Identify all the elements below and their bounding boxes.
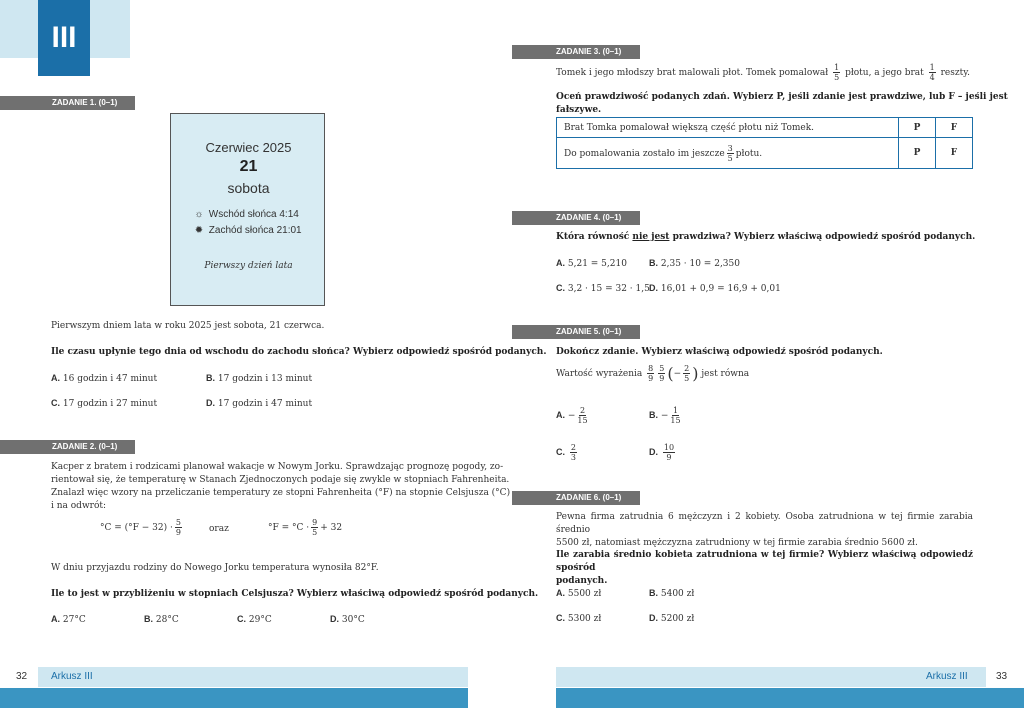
task1-label: ZADANIE 1. (0–1) (52, 98, 118, 107)
task3-text: Tomek i jego młodszy brat malowali płot. Tomek pomalował $\frac{1}{5}$ płotu, a jego brat $\frac{1}{4}$ reszty. (556, 63, 970, 82)
calendar-month: Czerwiec 2025 (205, 140, 292, 155)
section-numeral-box (38, 0, 90, 76)
sunrise-text: Wschód słońca 4:14 (208, 209, 299, 220)
task2-text: Kacper z bratem i rodzicami planował wakacje w Nowym Jorku. Sprawdzając prognozę pogody, zo- rientował się, że temperaturę w Stanach Zjednoczonych podaje się zwykle w stopniach Fahrenheita. Znalazł więc wzory na przeliczanie temperatury ze stopni Fahrenheita (°F) na stopnie Celsjusza (°C) i na odwrót: (51, 462, 511, 511)
task3-row2-p[interactable]: P (899, 138, 936, 169)
task3-row1-f[interactable]: F (936, 118, 973, 138)
page-number-right: 33 (996, 671, 1008, 682)
task4-label-bar (512, 211, 640, 225)
task1-option-b[interactable]: B. 17 godzin i 13 minut (206, 373, 313, 384)
task3-statement-1: Brat Tomka pomalował większą część płotu niż Tomek. (557, 118, 899, 138)
task3-row2-f[interactable]: F (936, 138, 973, 169)
task4-question: Która równość nie jest prawdziwa? Wybierz właściwą odpowiedź spośród podanych. (556, 232, 976, 242)
task1-question: Ile czasu upłynie tego dnia od wschodu do zachodu słońca? Wybierz odpowiedź spośród podanych. (51, 347, 547, 357)
task6-label-bar (512, 491, 640, 505)
task4-label: ZADANIE 4. (0–1) (556, 213, 622, 222)
formula-f-to-c: °C = (°F − 32) · $\frac{5}{9}$ (100, 518, 181, 537)
task2-option-c[interactable]: C. 29°C (237, 614, 272, 625)
task5-expression: Wartość wyrażenia $\frac{8}{9}$ $\frac{5}{9}$ (− $\frac{2}{5}$ ) jest równa (556, 364, 750, 383)
task5-option-b[interactable]: B. − $\frac{1}{15}$ (649, 406, 681, 425)
task2-question: Ile to jest w przybliżeniu w stopniach Celsjusza? Wybierz właściwą odpowiedź spośród podanych. (51, 589, 539, 599)
footer-bar-left (0, 688, 468, 708)
task6-label: ZADANIE 6. (0–1) (556, 493, 622, 502)
task6-option-b[interactable]: B. 5400 zł (649, 588, 695, 599)
task3-label: ZADANIE 3. (0–1) (556, 47, 622, 56)
sunset-icon: ✹ (194, 225, 204, 236)
formula-oraz: oraz (209, 524, 229, 534)
page-number-left: 32 (16, 671, 28, 682)
task4-option-a[interactable]: A. 5,21 = 5,210 (556, 258, 627, 269)
task1-text: Pierwszym dniem lata w roku 2025 jest sobota, 21 czerwca. (51, 321, 325, 331)
task4-option-d[interactable]: D. 16,01 + 0,9 = 16,9 + 0,01 (649, 283, 781, 294)
task2-text2: W dniu przyjazdu rodziny do Nowego Jorku temperatura wynosiła 82°F. (51, 563, 379, 573)
footer-bar-right (556, 688, 1024, 708)
calendar-day: 21 (239, 158, 258, 175)
task5-label: ZADANIE 5. (0–1) (556, 327, 622, 336)
calendar-card (170, 113, 325, 306)
task3-row1-p[interactable]: P (899, 118, 936, 138)
task4-option-c[interactable]: C. 3,2 · 15 = 32 · 1,5 (556, 283, 650, 294)
task2-label: ZADANIE 2. (0–1) (52, 442, 118, 451)
calendar-note: Pierwszy dzień lata (204, 261, 293, 271)
footer-sheet-left: Arkusz III (51, 671, 93, 682)
task5-option-a[interactable]: A. − $\frac{2}{15}$ (556, 406, 588, 425)
task2-option-a[interactable]: A. 27°C (51, 614, 86, 625)
task2-option-d[interactable]: D. 30°C (330, 614, 365, 625)
task2-label-bar (0, 440, 135, 454)
footer-sheet-right: Arkusz III (926, 671, 968, 682)
task1-option-c[interactable]: C. 17 godzin i 27 minut (51, 398, 158, 409)
task6-option-c[interactable]: C. 5300 zł (556, 613, 602, 624)
task1-label-bar (0, 96, 135, 110)
footer-band-left (38, 667, 468, 687)
task3-label-bar (512, 45, 640, 59)
footer-band-right (556, 667, 986, 687)
sunset-text: Zachód słońca 21:01 (208, 225, 302, 236)
task1-option-a[interactable]: A. 16 godzin i 47 minut (51, 373, 158, 384)
calendar-weekday: sobota (227, 180, 270, 196)
task6-option-d[interactable]: D. 5200 zł (649, 613, 695, 624)
task5-instruction: Dokończ zdanie. Wybierz właściwą odpowiedź spośród podanych. (556, 347, 883, 357)
task6-option-a[interactable]: A. 5500 zł (556, 588, 602, 599)
sunrise-icon: ☼ (194, 209, 204, 220)
task1-option-d[interactable]: D. 17 godzin i 47 minut (206, 398, 313, 409)
task6-text: Pewna firma zatrudnia 6 mężczyzn i 2 kobiety. Osoba zatrudniona w tej firmie zarabia średnio 5500 zł, natomiast mężczyzna zatrudniony w tej firmie zarabia średnio 5600 zł. (556, 512, 973, 548)
task5-option-d[interactable]: D. $\frac{10}{9}$ (649, 443, 675, 462)
task4-option-b[interactable]: B. 2,35 · 10 = 2,350 (649, 258, 740, 269)
task5-label-bar (512, 325, 640, 339)
task3-truth-table (556, 117, 973, 169)
task6-question: Ile zarabia średnio kobieta zatrudniona w tej firmie? Wybierz właściwą odpowiedź spośród podanych. (556, 550, 973, 586)
section-numeral: III (51, 21, 77, 54)
task3-instruction: Oceń prawdziwość podanych zdań. Wybierz P, jeśli zdanie jest prawdziwe, lub F – jeśli jest fałszywe. (556, 92, 1008, 115)
task3-statement-2: Do pomalowania zostało im jeszcze $\frac{3}{5}$ płotu. (557, 138, 899, 169)
task2-option-b[interactable]: B. 28°C (144, 614, 179, 625)
task5-option-c[interactable]: C. $\frac{2}{3}$ (556, 443, 576, 462)
formula-c-to-f: °F = °C · $\frac{9}{5}$ + 32 (268, 518, 343, 537)
